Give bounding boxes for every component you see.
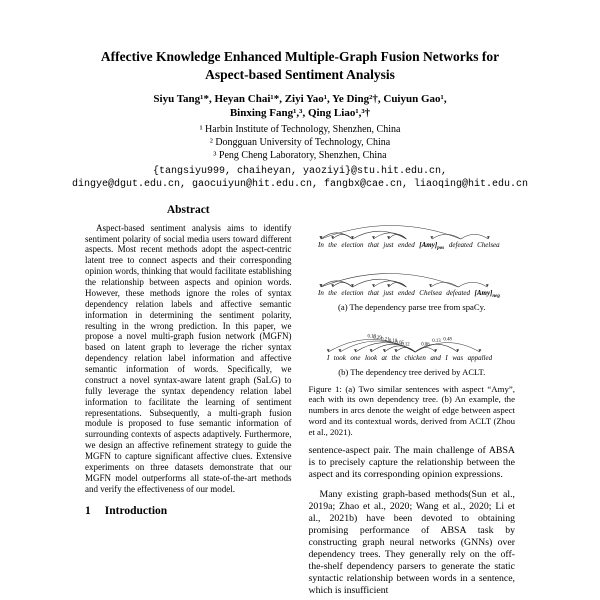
dep-word: I	[445, 353, 448, 362]
dependency-tree-a2	[316, 252, 507, 300]
dep-word: defeated	[449, 240, 473, 249]
dep-word: defeated	[446, 288, 471, 297]
dep-word: In	[318, 288, 325, 297]
figure-1b-subcaption: (b) The dependency tree derived by ACLT.	[338, 366, 486, 377]
emails-line-1: {tangsiyu999, chaiheyan, yaoziyi}@stu.hit.edu.cn,	[152, 165, 448, 177]
dependency-arc	[333, 234, 353, 239]
authors-block	[0, 92, 600, 122]
arc-arrowhead	[331, 284, 334, 287]
arc-arrowhead	[394, 349, 397, 352]
affiliations-block	[0, 124, 600, 162]
dep-word: just	[383, 240, 394, 249]
dep-word: took	[333, 353, 346, 362]
dependency-arc	[461, 234, 489, 239]
two-column-body	[0, 191, 600, 597]
paper-header	[0, 0, 600, 191]
dep-word: the	[391, 353, 400, 362]
arc-weight-label: 0.12	[401, 342, 410, 348]
arc-weight-label: 0.05	[395, 340, 404, 346]
dep-word: that	[368, 240, 380, 249]
figure-1	[309, 204, 516, 438]
abstract-text: Aspect-based sentiment analysis aims to identify sentiment polarity of social media users toward different aspects. Most recent methods adopt the aspect-centric latent tree to connect aspects and their corresponding opinion words, thinking that would facilitate establishing the relationship between aspects and opinion words. However, these methods ignore the roles of syntax dependency relation labels and affective semantic information in determining the sentiment polarity, resulting in the wrong prediction. In this paper, we propose a novel multi-graph fusion network (MGFN) based on latent graph to leverage the richer syntax dependency relation label information and affective semantic information of words. Specifically, we construct a novel syntax-aware latent graph (SaLG) to fully leverage the syntax dependency relation label information to facilitate the learning of sentiment representations. Subsequently, a multi-graph fusion module is proposed to fuse semantic information of surrounding contexts of aspects adaptively. Furthermore, we design an affective refinement strategy to guide the MGFN to capture significant affective clues. Extensive experiments on three datasets demonstrate that our MGFN model outperforms all state-of-the-art methods and verify the effectiveness of our model.	[85, 222, 292, 494]
right-column	[309, 204, 516, 597]
section-heading-introduction	[85, 505, 292, 517]
affiliation-2: ² Dongguan University of Technology, China	[209, 137, 391, 149]
dep-word: just	[383, 288, 394, 297]
arc-arrowhead	[387, 236, 390, 239]
dependency-tree-b	[325, 319, 499, 365]
dependency-arc	[389, 282, 407, 287]
paper-title-line-2: Aspect-based Sentiment Analysis	[205, 66, 395, 82]
arc-weight-label: 0.21	[380, 337, 390, 343]
dep-word: appalled	[467, 353, 492, 362]
dep-word: the	[328, 288, 338, 297]
dep-word: Chelsea	[477, 240, 500, 249]
arc-weight-label: 0.06	[420, 342, 430, 348]
paper-title-line-1: Affective Knowledge Enhanced Multiple-Graph Fusion Networks for	[100, 49, 500, 64]
dep-word: I	[326, 353, 330, 362]
body-paragraph-1: sentence-aspect pair. The main challenge of ABSA is to precisely capture the relationship between the aspect and its corresponding opinion expressions.	[308, 445, 515, 481]
dependency-tree-a1	[316, 204, 507, 252]
dep-word: election	[341, 288, 364, 297]
dep-word: Chelsea	[419, 288, 443, 297]
dep-word: ended	[398, 240, 415, 249]
dependency-arc	[431, 282, 459, 287]
section-number: 1	[85, 504, 91, 517]
authors-line-1: Siyu Tang¹*, Heyan Chai¹*, Ziyi Yao¹, Ye Ding²†, Cuiyun Gao¹,	[153, 92, 447, 105]
dep-word: look	[364, 353, 377, 362]
emails-block	[0, 165, 600, 191]
affiliation-1: ¹ Harbin Institute of Technology, Shenzhen, China	[199, 124, 401, 136]
arc-arrowhead	[434, 349, 437, 352]
arc-arrowhead	[331, 236, 334, 239]
abstract-heading: Abstract	[166, 203, 210, 216]
paper-title	[0, 48, 600, 84]
arc-weight-label: 0.13	[432, 338, 441, 344]
arc-weight-label: 0.10	[388, 338, 398, 344]
left-column	[85, 204, 292, 517]
dependency-arc	[374, 233, 407, 239]
dep-word: was	[451, 353, 463, 362]
dependency-arc	[432, 234, 461, 239]
figure-1a-subcaption: (a) The dependency parse tree from spaCy.	[338, 301, 486, 312]
affiliation-3: ³ Peng Cheng Laboratory, Shenzhen, China	[213, 149, 387, 161]
figure-1-caption: Figure 1: (a) Two similar sentences with aspect “Amy”, each with its own dependency tree. (b) An example, the numbers in arcs denote the weight of edge between aspect word and its contextual words, derived from ACLT (Zhou et al., 2021).	[308, 383, 515, 437]
dep-word: and	[430, 353, 441, 362]
dep-word: chicken	[404, 353, 426, 362]
aspect-word: $[Amy]_{neg}$	[474, 288, 501, 299]
arc-weight-label: 0.10	[367, 334, 376, 340]
dependency-arc	[333, 282, 353, 287]
dependency-arc	[374, 281, 407, 287]
dep-word: one	[350, 353, 361, 362]
arc-weight-label: 0.29	[373, 335, 382, 341]
dependency-arc	[458, 282, 487, 287]
arc-arrowhead	[387, 284, 390, 287]
dep-word: election	[341, 240, 364, 249]
aspect-word: $[Amy]_{pos}$	[419, 240, 445, 251]
body-paragraph-2: Many existing graph-based methods(Sun et al., 2019a; Zhao et al., 2020; Wang et al., 2020; Li et al., 2021b) have been devoted to obtaining promising performance of ABSA task by constructing graph neural networks (GNNs) over dependency trees. They generally rely on the off-the-shelf dependency parsers to generate the static syntactic relationship between words in a sentence, which is insufficient	[308, 489, 515, 596]
section-title: Introduction	[104, 504, 168, 517]
dep-word: ended	[398, 288, 415, 297]
dep-word: In	[318, 240, 325, 249]
authors-line-2: Binxing Fang¹,³, Qing Liao¹,³†	[229, 107, 371, 120]
dep-word: the	[328, 240, 338, 249]
dep-word: that	[368, 288, 380, 297]
emails-line-2: dingye@dgut.edu.cn, gaocuiyun@hit.edu.cn, fangbx@cae.cn, liaoqing@hit.edu.cn	[71, 178, 529, 190]
dependency-arc	[396, 347, 415, 352]
arc-weight-label: 0.48	[443, 337, 452, 343]
dependency-arc	[389, 234, 407, 239]
dep-word: at	[381, 353, 387, 362]
